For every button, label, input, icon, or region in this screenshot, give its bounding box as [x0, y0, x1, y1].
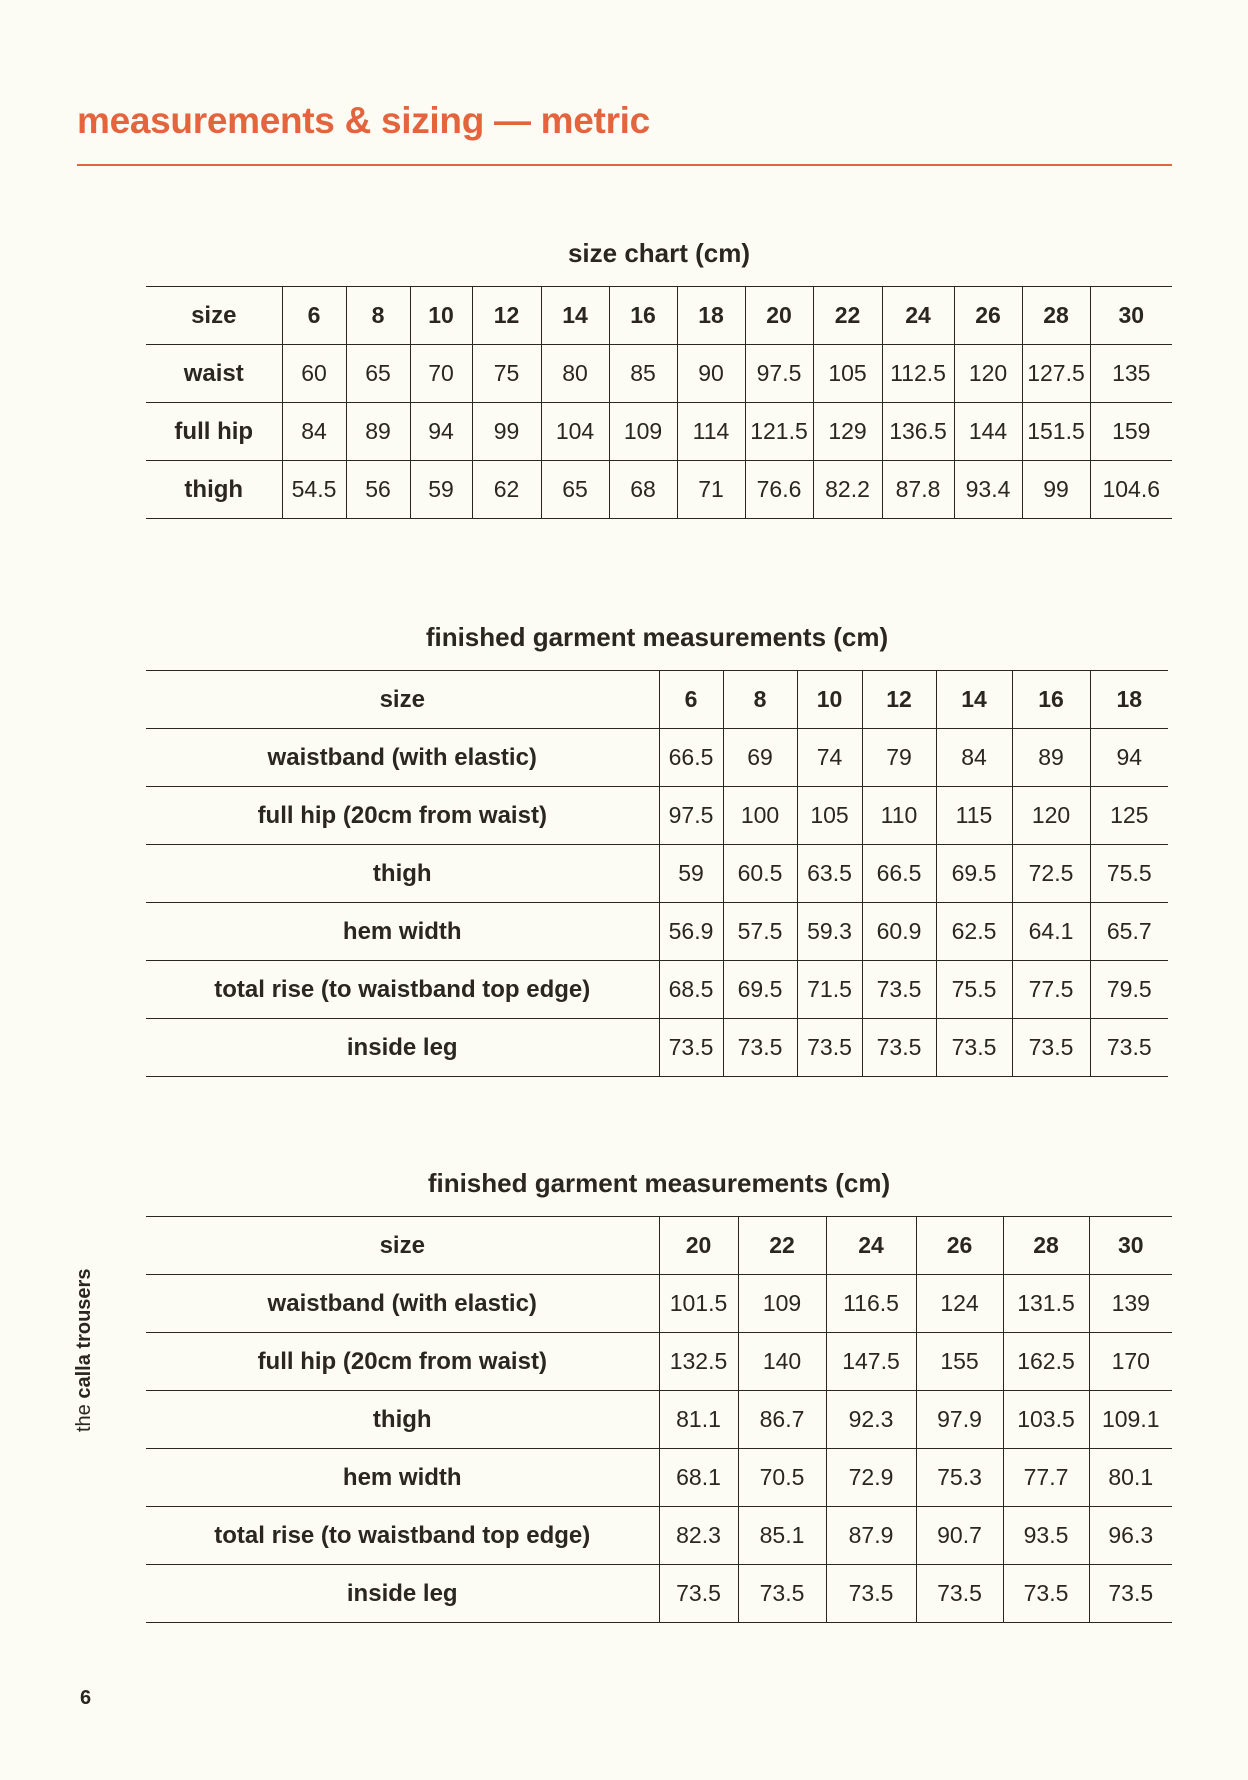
- measurement-cell: 70: [410, 345, 472, 403]
- measurement-cell: 71.5: [797, 961, 862, 1019]
- table-row: [146, 461, 1172, 519]
- size-column-header: 28: [1022, 287, 1090, 345]
- measurement-cell: 62.5: [936, 903, 1012, 961]
- row-label: full hip (20cm from waist): [146, 1333, 659, 1391]
- measurement-cell: 115: [936, 787, 1012, 845]
- table-row: [146, 903, 1168, 961]
- page-number: 6: [80, 1687, 92, 1709]
- row-label: hem width: [146, 1449, 659, 1507]
- size-column-header: 24: [882, 287, 954, 345]
- size-column-header: 22: [738, 1217, 826, 1275]
- row-label: thigh: [146, 1391, 659, 1449]
- measurement-cell: 94: [1090, 729, 1168, 787]
- measurement-cell: 54.5: [282, 461, 346, 519]
- measurement-cell: 90: [677, 345, 745, 403]
- size-column-header: 6: [282, 287, 346, 345]
- measurement-cell: 69.5: [936, 845, 1012, 903]
- measurement-cell: 109: [738, 1275, 826, 1333]
- row-label: inside leg: [146, 1565, 659, 1623]
- side-label-prefix: the: [73, 1404, 95, 1432]
- table-row: [146, 1275, 1172, 1333]
- measurement-cell: 75.5: [1090, 845, 1168, 903]
- measurement-cell: 112.5: [882, 345, 954, 403]
- size-column-header: 24: [826, 1217, 916, 1275]
- row-label: waist: [146, 345, 282, 403]
- size-header: size: [146, 287, 282, 345]
- table-row: [146, 1391, 1172, 1449]
- measurement-cell: 109.1: [1089, 1391, 1172, 1449]
- table-row: [146, 787, 1168, 845]
- size-column-header: 8: [723, 671, 797, 729]
- measurement-cell: 79: [862, 729, 936, 787]
- measurement-cell: 99: [1022, 461, 1090, 519]
- size-column-header: 20: [745, 287, 813, 345]
- measurement-cell: 60.9: [862, 903, 936, 961]
- table-row: [146, 961, 1168, 1019]
- table-row: [146, 1507, 1172, 1565]
- measurement-cell: 89: [1012, 729, 1090, 787]
- measurement-cell: 120: [954, 345, 1022, 403]
- measurement-cell: 68: [609, 461, 677, 519]
- measurement-cell: 76.6: [745, 461, 813, 519]
- measurement-cell: 57.5: [723, 903, 797, 961]
- measurement-cell: 68.5: [659, 961, 723, 1019]
- measurement-cell: 70.5: [738, 1449, 826, 1507]
- row-label: thigh: [146, 845, 659, 903]
- measurement-cell: 73.5: [659, 1565, 738, 1623]
- size-column-header: 6: [659, 671, 723, 729]
- table-row: [146, 1449, 1172, 1507]
- measurement-cell: 86.7: [738, 1391, 826, 1449]
- measurement-cell: 131.5: [1003, 1275, 1089, 1333]
- measurement-cell: 59: [659, 845, 723, 903]
- measurement-cell: 101.5: [659, 1275, 738, 1333]
- measurement-cell: 60.5: [723, 845, 797, 903]
- measurement-cell: 84: [936, 729, 1012, 787]
- measurement-cell: 82.2: [813, 461, 882, 519]
- size-column-header: 12: [472, 287, 541, 345]
- measurement-cell: 129: [813, 403, 882, 461]
- measurement-cell: 110: [862, 787, 936, 845]
- table-row: [146, 1333, 1172, 1391]
- measurement-cell: 66.5: [659, 729, 723, 787]
- row-label: total rise (to waistband top edge): [146, 1507, 659, 1565]
- measurement-cell: 56.9: [659, 903, 723, 961]
- measurement-cell: 75.5: [936, 961, 1012, 1019]
- size-column-header: 16: [609, 287, 677, 345]
- size-chart-caption: size chart (cm): [567, 238, 751, 268]
- measurement-cell: 97.9: [916, 1391, 1003, 1449]
- page-title: measurements & sizing — metric: [77, 100, 650, 141]
- measurement-cell: 56: [346, 461, 410, 519]
- measurement-cell: 159: [1090, 403, 1172, 461]
- measurement-cell: 99: [472, 403, 541, 461]
- measurement-cell: 62: [472, 461, 541, 519]
- row-label: full hip (20cm from waist): [146, 787, 659, 845]
- table-row: [146, 845, 1168, 903]
- measurement-cell: 73.5: [826, 1565, 916, 1623]
- measurement-cell: 80: [541, 345, 609, 403]
- measurement-cell: 75: [472, 345, 541, 403]
- measurement-cell: 85.1: [738, 1507, 826, 1565]
- measurement-cell: 74: [797, 729, 862, 787]
- measurement-cell: 72.5: [1012, 845, 1090, 903]
- finished-a-caption: finished garment measurements (cm): [425, 622, 889, 652]
- measurement-cell: 105: [797, 787, 862, 845]
- row-label: waistband (with elastic): [146, 1275, 659, 1333]
- measurement-cell: 97.5: [745, 345, 813, 403]
- measurement-cell: 77.5: [1012, 961, 1090, 1019]
- finished-measurements-table-large: [146, 1216, 1172, 1623]
- size-column-header: 18: [677, 287, 745, 345]
- measurement-cell: 80.1: [1089, 1449, 1172, 1507]
- measurement-cell: 79.5: [1090, 961, 1168, 1019]
- measurement-cell: 120: [1012, 787, 1090, 845]
- size-column-header: 14: [541, 287, 609, 345]
- measurement-cell: 127.5: [1022, 345, 1090, 403]
- measurement-cell: 125: [1090, 787, 1168, 845]
- row-label: waistband (with elastic): [146, 729, 659, 787]
- measurement-cell: 144: [954, 403, 1022, 461]
- size-column-header: 28: [1003, 1217, 1089, 1275]
- measurement-cell: 68.1: [659, 1449, 738, 1507]
- measurement-cell: 65: [541, 461, 609, 519]
- measurement-cell: 94: [410, 403, 472, 461]
- measurement-cell: 124: [916, 1275, 1003, 1333]
- measurement-cell: 59: [410, 461, 472, 519]
- measurement-cell: 109: [609, 403, 677, 461]
- measurement-cell: 162.5: [1003, 1333, 1089, 1391]
- measurement-cell: 85: [609, 345, 677, 403]
- size-column-header: 22: [813, 287, 882, 345]
- finished-measurements-table-small: [146, 670, 1168, 1077]
- measurement-cell: 73.5: [1012, 1019, 1090, 1077]
- size-column-header: 26: [916, 1217, 1003, 1275]
- measurement-cell: 151.5: [1022, 403, 1090, 461]
- measurement-cell: 155: [916, 1333, 1003, 1391]
- measurement-cell: 96.3: [1089, 1507, 1172, 1565]
- measurement-cell: 73.5: [1089, 1565, 1172, 1623]
- table-row: [146, 1019, 1168, 1077]
- table-row: [146, 345, 1172, 403]
- measurement-cell: 114: [677, 403, 745, 461]
- measurement-cell: 84: [282, 403, 346, 461]
- table-row: [146, 729, 1168, 787]
- measurement-cell: 77.7: [1003, 1449, 1089, 1507]
- table-row: [146, 403, 1172, 461]
- row-label: hem width: [146, 903, 659, 961]
- measurement-cell: 71: [677, 461, 745, 519]
- measurement-cell: 73.5: [738, 1565, 826, 1623]
- size-chart-body: [146, 287, 1172, 519]
- size-column-header: 26: [954, 287, 1022, 345]
- size-column-header: 18: [1090, 671, 1168, 729]
- measurement-cell: 121.5: [745, 403, 813, 461]
- measurement-cell: 69: [723, 729, 797, 787]
- measurement-cell: 105: [813, 345, 882, 403]
- measurement-cell: 75.3: [916, 1449, 1003, 1507]
- measurement-cell: 87.9: [826, 1507, 916, 1565]
- side-label-name: calla trousers: [73, 1268, 95, 1399]
- measurement-cell: 73.5: [862, 1019, 936, 1077]
- size-header: size: [146, 1217, 659, 1275]
- measurement-cell: 73.5: [1090, 1019, 1168, 1077]
- title-divider: [77, 164, 1172, 166]
- header-row: [146, 1217, 1172, 1275]
- size-column-header: 8: [346, 287, 410, 345]
- measurement-cell: 82.3: [659, 1507, 738, 1565]
- measurement-cell: 139: [1089, 1275, 1172, 1333]
- table-row: [146, 1565, 1172, 1623]
- measurement-cell: 135: [1090, 345, 1172, 403]
- measurement-cell: 64.1: [1012, 903, 1090, 961]
- measurement-cell: 132.5: [659, 1333, 738, 1391]
- measurement-cell: 81.1: [659, 1391, 738, 1449]
- measurement-cell: 60: [282, 345, 346, 403]
- measurement-cell: 59.3: [797, 903, 862, 961]
- measurement-cell: 72.9: [826, 1449, 916, 1507]
- measurement-cell: 93.5: [1003, 1507, 1089, 1565]
- measurement-cell: 116.5: [826, 1275, 916, 1333]
- measurement-cell: 73.5: [797, 1019, 862, 1077]
- measurement-cell: 66.5: [862, 845, 936, 903]
- finished-b-caption: finished garment measurements (cm): [427, 1168, 891, 1198]
- measurement-cell: 87.8: [882, 461, 954, 519]
- measurement-cell: 140: [738, 1333, 826, 1391]
- measurement-cell: 73.5: [659, 1019, 723, 1077]
- measurement-cell: 73.5: [936, 1019, 1012, 1077]
- size-header: size: [146, 671, 659, 729]
- measurement-cell: 73.5: [1003, 1565, 1089, 1623]
- size-column-header: 12: [862, 671, 936, 729]
- measurement-cell: 73.5: [723, 1019, 797, 1077]
- measurement-cell: 170: [1089, 1333, 1172, 1391]
- row-label: full hip: [146, 403, 282, 461]
- measurement-cell: 73.5: [916, 1565, 1003, 1623]
- header-row: [146, 287, 1172, 345]
- measurement-cell: 100: [723, 787, 797, 845]
- finished-a-body: [146, 671, 1168, 1077]
- side-product-label: [73, 1269, 96, 1432]
- measurement-cell: 65.7: [1090, 903, 1168, 961]
- measurement-cell: 65: [346, 345, 410, 403]
- measurement-cell: 90.7: [916, 1507, 1003, 1565]
- measurement-cell: 63.5: [797, 845, 862, 903]
- measurement-cell: 89: [346, 403, 410, 461]
- size-column-header: 20: [659, 1217, 738, 1275]
- row-label: thigh: [146, 461, 282, 519]
- measurement-cell: 103.5: [1003, 1391, 1089, 1449]
- size-column-header: 30: [1090, 287, 1172, 345]
- measurement-cell: 69.5: [723, 961, 797, 1019]
- size-column-header: 10: [410, 287, 472, 345]
- measurement-cell: 136.5: [882, 403, 954, 461]
- measurement-cell: 92.3: [826, 1391, 916, 1449]
- row-label: total rise (to waistband top edge): [146, 961, 659, 1019]
- finished-b-body: [146, 1217, 1172, 1623]
- size-chart-table: [146, 286, 1172, 519]
- size-column-header: 14: [936, 671, 1012, 729]
- measurement-cell: 147.5: [826, 1333, 916, 1391]
- size-column-header: 30: [1089, 1217, 1172, 1275]
- header-row: [146, 671, 1168, 729]
- row-label: inside leg: [146, 1019, 659, 1077]
- measurement-cell: 93.4: [954, 461, 1022, 519]
- measurement-cell: 73.5: [862, 961, 936, 1019]
- measurement-cell: 97.5: [659, 787, 723, 845]
- measurement-cell: 104: [541, 403, 609, 461]
- measurement-cell: 104.6: [1090, 461, 1172, 519]
- size-column-header: 10: [797, 671, 862, 729]
- size-column-header: 16: [1012, 671, 1090, 729]
